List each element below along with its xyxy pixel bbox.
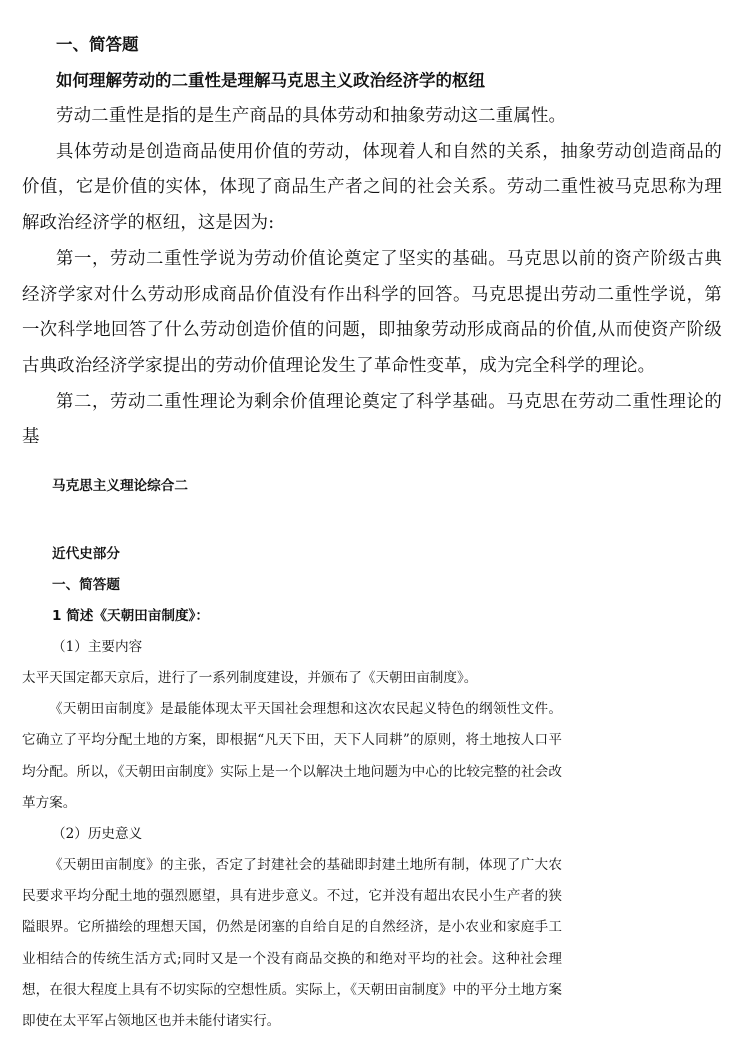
paragraph-land-system: 《天朝田亩制度》是最能体现太平天国社会理想和这次农民起义特色的纲领性文件。它确立了平均分配土地的方案，即根据“凡天下田，天下人同耕”的原则，将土地按人口平均分配。所以，《天朝田亩制度》实际上是一个以解决土地问题为中心的比较完整的社会改革方案。: [22, 701, 562, 811]
document-title: 马克思主义理论综合二: [52, 478, 188, 494]
modern-history-content: [22, 539, 562, 1037]
question-title-2: 1 简述《天朝田亩制度》：: [52, 608, 209, 624]
subheading-main-content: （1）主要内容: [52, 639, 143, 655]
subheading-significance: （2）历史意义: [52, 826, 143, 843]
paragraph-background: 太平天国定都天京后，进行了一系列制度建设，并颁布了《天朝田亩制度》。: [22, 670, 478, 686]
part-heading: 近代史部分: [52, 546, 120, 562]
section-heading: 一、简答题: [56, 35, 139, 54]
section-heading-2: 一、简答题: [52, 577, 120, 593]
essay-section: [22, 27, 722, 456]
paragraph-first-point: 第一，劳动二重性学说为劳动价值论奠定了坚实的基础。马克思以前的资产阶级古典经济学家对什么劳动形成商品价值没有作出科学的回答。马克思提出劳动二重性学说，第一次科学地回答了什么劳动创造价值的问题，即抽象劳动形成商品的价值,从而使资产阶级古典政治经济学家提出的劳动价值理论发生了革命性变革，成为完全科学的理论。: [22, 248, 722, 376]
paragraph-definition: 劳动二重性是指的是生产商品的具体劳动和抽象劳动这二重属性。: [56, 106, 567, 126]
paragraph-significance: 《天朝田亩制度》的主张，否定了封建社会的基础即封建土地所有制，体现了广大农民要求平均分配土地的强烈愿望，具有进步意义。不过，它并没有超出农民小生产者的狭隘眼界。它所描绘的理想天国，仍然是闭塞的自给自足的自然经济，是小农业和家庭手工业相结合的传统生活方式;同时又是一个没有商品交换的和绝对平均的社会。这种社会理想，在很大程度上具有不切实际的空想性质。实际上，《天朝田亩制度》中的平分土地方案即使在太平军占领地区也并未能付诸实行。: [22, 857, 562, 1030]
question-title: 如何理解劳动的二重性是理解马克思主义政治经济学的枢纽: [56, 71, 485, 90]
paragraph-second-point: 第二，劳动二重性理论为剩余价值理论奠定了科学基础。马克思在劳动二重性理论的基: [22, 391, 722, 448]
paragraph-concrete-abstract: 具体劳动是创造商品使用价值的劳动，体现着人和自然的关系，抽象劳动创造商品的价值，它是价值的实体，体现了商品生产者之间的社会关系。劳动二重性被马克思称为理解政治经济学的枢纽，这是因为:: [22, 141, 722, 234]
